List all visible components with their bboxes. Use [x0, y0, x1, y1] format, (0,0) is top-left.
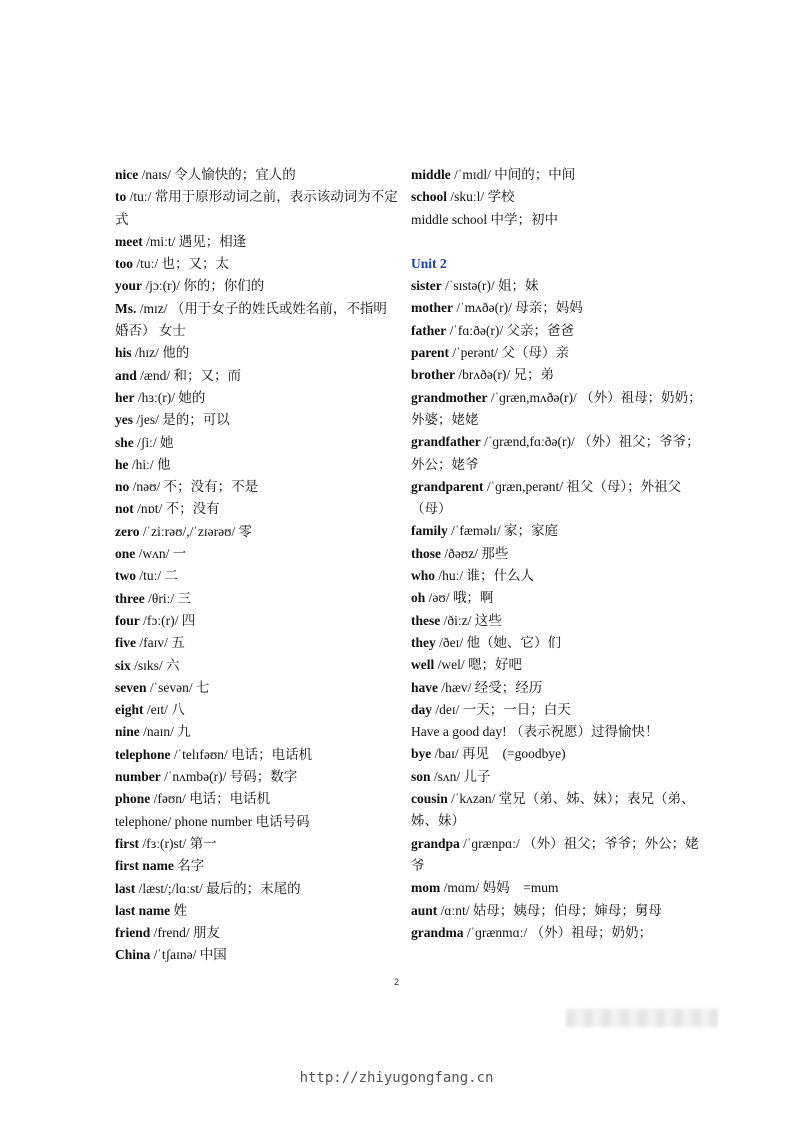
- vocab-entry: [411, 788, 711, 833]
- vocab-word: they: [411, 634, 436, 650]
- vocab-entry: [411, 743, 711, 765]
- vocab-entry: [411, 565, 711, 587]
- vocab-word: meet: [115, 233, 143, 249]
- vocab-word: yes: [115, 412, 133, 428]
- vocab-word: mother: [411, 300, 453, 316]
- vocab-word: last name: [115, 902, 171, 918]
- vocab-pronunciation: /læst/;/lɑːst/: [138, 880, 203, 896]
- vocab-meaning: 电话；电话机: [231, 746, 313, 762]
- vocab-meaning: 中国: [199, 947, 227, 963]
- vocab-entry: [411, 699, 711, 721]
- vocab-meaning: 零: [238, 523, 253, 539]
- vocab-meaning: 经受；经历: [474, 679, 543, 695]
- vocab-word: five: [115, 635, 136, 651]
- vocab-word: to: [115, 189, 127, 205]
- vocab-entry: [411, 320, 711, 342]
- vocab-pronunciation: /fɔː(r)/: [143, 612, 179, 628]
- vocab-meaning: 母亲；妈妈: [515, 300, 583, 316]
- vocab-entry: [411, 543, 711, 565]
- vocab-word: those: [411, 545, 441, 561]
- vocab-entry: [115, 164, 400, 186]
- vocab-word: friend: [115, 925, 151, 941]
- vocab-meaning: 姑母；姨母；伯母；婶母；舅母: [472, 902, 662, 918]
- vocab-meaning: （外）祖母；奶奶；外婆；姥姥: [411, 389, 702, 427]
- vocab-entry: [115, 298, 400, 343]
- vocab-word: not: [115, 501, 134, 517]
- vocab-word: grandmother: [411, 389, 488, 405]
- vocab-meaning: 六: [166, 657, 180, 673]
- vocab-word: have: [411, 679, 438, 695]
- vocab-pronunciation: /ˈkʌzən/: [451, 791, 496, 807]
- vocab-entry: [411, 610, 711, 632]
- vocab-entry: [115, 610, 400, 632]
- vocab-entry: [411, 677, 711, 699]
- vocab-entry: [115, 432, 400, 454]
- vocab-meaning: （用于女子的姓氏或姓名前，不指明婚否） 女士: [115, 300, 387, 339]
- vocab-entry: [411, 721, 711, 743]
- vocab-word: nice: [115, 167, 139, 182]
- vocab-meaning: 一: [172, 546, 187, 562]
- vocab-word: three: [115, 590, 145, 606]
- vocab-entry: [115, 721, 400, 743]
- vocab-entry: [115, 878, 400, 900]
- vocab-pronunciation: /fɜː(r)st/: [142, 835, 187, 851]
- vocab-pronunciation: /sʌn/: [433, 768, 461, 784]
- vocab-entry: [411, 364, 711, 386]
- vocab-pronunciation: /ˈɡræn,perənt/: [486, 478, 563, 494]
- vocab-pronunciation: /ˈmʌðə(r)/: [456, 300, 512, 316]
- vocab-entry: [115, 454, 400, 476]
- vocab-meaning: 家；家庭: [504, 523, 558, 539]
- vocab-meaning: 电话号码: [255, 813, 310, 829]
- vocab-word: grandfather: [411, 434, 481, 450]
- vocab-pronunciation: /sɪks/: [134, 657, 163, 673]
- vocab-pronunciation: /jes/: [136, 412, 159, 428]
- vocab-word: zero: [115, 523, 140, 539]
- vocab-word: and: [115, 367, 137, 383]
- vocab-pronunciation: /əʊ/: [428, 590, 450, 606]
- vocab-meaning: 不；没有: [165, 501, 220, 517]
- vocab-entry: [115, 900, 400, 922]
- vocab-pronunciation: /ˈfɑːðə(r)/: [449, 322, 504, 338]
- vocab-pronunciation: /ˈɡrænpɑː/: [463, 835, 520, 851]
- vocab-meaning: 第一: [189, 835, 217, 851]
- vocab-entry: [115, 521, 400, 543]
- vocab-pronunciation: /nəʊ/: [132, 479, 161, 495]
- vocab-word: Have a good day!: [411, 724, 507, 740]
- vocab-word: her: [115, 389, 135, 405]
- vocab-entry: [115, 253, 400, 275]
- vocab-word: number: [115, 769, 161, 785]
- vocab-word: four: [115, 612, 140, 628]
- vocab-entry: [115, 365, 400, 387]
- vocab-pronunciation: /ðiːz/: [443, 612, 472, 628]
- vocab-entry: [411, 297, 711, 319]
- vocab-entry: [411, 275, 711, 297]
- vocab-word: sister: [411, 278, 442, 294]
- vocab-word: she: [115, 434, 134, 450]
- vocab-pronunciation: /ˈnʌmbə(r)/: [164, 769, 227, 785]
- vocab-word: these: [411, 612, 441, 628]
- vocab-meaning: 妈妈 =mum: [482, 880, 559, 896]
- vocab-meaning: （外）祖父；爷爷；外公；姥爷: [411, 434, 700, 472]
- vocab-entry: [115, 855, 400, 877]
- vocab-pronunciation: /hɪz/: [134, 345, 159, 361]
- vocab-pronunciation: /ˈmɪdl/: [454, 167, 491, 182]
- vocab-word: who: [411, 568, 436, 584]
- vocab-entry: [411, 922, 711, 944]
- vocab-word: family: [411, 523, 448, 539]
- vocab-word: eight: [115, 702, 144, 718]
- vocab-word: aunt: [411, 902, 438, 918]
- unit-heading: Unit 2: [411, 255, 447, 271]
- vocab-entry: [411, 520, 711, 542]
- vocab-entry: [115, 275, 400, 297]
- vocab-pronunciation: /eɪt/: [146, 702, 168, 718]
- vocab-pronunciation: /miːt/: [146, 233, 176, 249]
- vocab-pronunciation: /ˈtʃaɪnə/: [153, 947, 197, 963]
- vocab-meaning: 堂兄（弟、姊、妹）；表兄（弟、姊、妹）: [411, 791, 695, 829]
- vocab-meaning: 姐；妹: [498, 278, 539, 294]
- vocab-word: son: [411, 768, 431, 784]
- vocab-entry: [411, 877, 711, 899]
- vocab-meaning: 父（母）亲: [501, 345, 569, 361]
- vocab-pronunciation: /skuːl/: [450, 189, 485, 205]
- vocab-entry: [115, 766, 400, 788]
- vocab-meaning: 五: [171, 635, 185, 651]
- vocab-pronunciation: /ðəʊz/: [444, 545, 479, 561]
- vocab-pronunciation: /naɪn/: [143, 724, 174, 740]
- vocab-word: no: [115, 479, 130, 495]
- vocab-pronunciation: /brʌðə(r)/: [458, 367, 511, 383]
- vocab-pronunciation: /tuː/: [139, 568, 162, 584]
- vocab-meaning: 祖父（母）；外祖父（母）: [411, 478, 682, 517]
- vocab-pronunciation: /jɔː(r)/: [145, 278, 180, 294]
- vocab-pronunciation: /hɜː(r)/: [137, 389, 176, 405]
- vocab-entry: [411, 342, 711, 364]
- vocab-meaning: 也；又；太: [161, 256, 230, 272]
- vocab-meaning: 九: [177, 724, 191, 740]
- vocab-entry: [411, 164, 711, 186]
- vocab-pronunciation: /mɑm/: [443, 880, 480, 896]
- vocab-meaning: 朋友: [193, 925, 220, 941]
- vocab-meaning: 你的；你们的: [183, 278, 265, 294]
- vocab-entry: [115, 632, 400, 654]
- vocab-entry: [115, 543, 400, 565]
- vocab-word: brother: [411, 367, 455, 383]
- vocab-word: nine: [115, 724, 140, 740]
- vocab-entry: [115, 699, 400, 721]
- vocab-meaning: 不；没有；不是: [163, 479, 259, 495]
- vocab-entry: [115, 788, 400, 810]
- vocab-entry: [411, 476, 711, 521]
- vocab-entry: [115, 476, 400, 498]
- vocab-meaning: 遇见；相逢: [178, 233, 247, 249]
- vocab-pronunciation: /ʃiː/: [137, 434, 157, 450]
- vocab-meaning: 哦；啊: [452, 590, 494, 606]
- vocab-word: father: [411, 322, 447, 338]
- vocab-pronunciation: /ˈsɪstə(r)/: [445, 278, 495, 294]
- vocab-meaning: 令人愉快的；宜人的: [174, 167, 296, 182]
- vocab-entry: [411, 209, 711, 231]
- vocab-pronunciation: /ˈtelɪfəʊn/: [173, 746, 228, 762]
- vocab-pronunciation: /faɪv/: [139, 635, 168, 651]
- vocab-entry: [115, 655, 400, 677]
- vocab-word: school: [411, 189, 448, 205]
- vocab-entry: [115, 944, 400, 966]
- vocab-meaning: 父亲；爸爸: [506, 322, 575, 338]
- vocab-entry: [411, 431, 711, 476]
- vocab-word: too: [115, 256, 133, 272]
- left-column: [115, 164, 400, 967]
- vocab-meaning: 嗯；好吧: [468, 657, 522, 673]
- vocab-meaning: 八: [171, 702, 185, 718]
- right-column: [411, 164, 711, 944]
- vocab-meaning: 中间的；中间: [494, 167, 576, 182]
- vocab-meaning: 那些: [481, 545, 509, 561]
- vocab-pronunciation: /wel/: [437, 657, 465, 673]
- vocab-word: last: [115, 880, 136, 896]
- vocab-pronunciation: /tuː/: [129, 189, 152, 205]
- vocab-pronunciation: /ɑːnt/: [440, 902, 470, 918]
- vocab-pronunciation: /ˈsevən/: [149, 679, 193, 695]
- vocab-meaning: 电话；电话机: [189, 791, 271, 807]
- right-column-top-entries: [411, 164, 711, 231]
- vocab-pronunciation: /ˈɡræn,mʌðə(r)/: [490, 389, 577, 405]
- vocab-meaning: 号码；数字: [229, 769, 298, 785]
- vocab-meaning: 再见 (=goodbye): [462, 746, 566, 762]
- vocab-meaning: 学校: [487, 189, 515, 205]
- vocab-pronunciation: /ˈziːrəʊ/,/ˈzɪərəʊ/: [142, 523, 236, 539]
- vocab-entry: [115, 588, 400, 610]
- vocab-pronunciation: /hiː/: [131, 456, 154, 472]
- vocab-entry: [115, 186, 400, 231]
- vocab-word: Ms.: [115, 300, 137, 316]
- vocab-meaning: 三: [177, 590, 191, 606]
- vocab-entry: [115, 387, 400, 409]
- vocab-pronunciation: /θriː/: [148, 590, 175, 606]
- vocab-entry: [115, 498, 400, 520]
- vocab-pronunciation: /baɪ/: [434, 746, 459, 762]
- vocab-meaning: 他的: [162, 345, 190, 361]
- vocab-word: seven: [115, 679, 147, 695]
- vocab-meaning: 和；又；而: [173, 367, 242, 383]
- vocab-meaning: 她: [160, 434, 174, 450]
- vocab-entry: [411, 387, 711, 432]
- vocab-word: grandparent: [411, 478, 484, 494]
- vocab-word: oh: [411, 590, 426, 606]
- vocab-meaning: （表示祝愿）过得愉快！: [509, 724, 659, 740]
- vocab-pronunciation: /hæv/: [441, 679, 472, 695]
- vocab-entry: [115, 342, 400, 364]
- vocab-meaning: 中学；初中: [490, 211, 558, 227]
- vocab-meaning: 四: [181, 612, 196, 628]
- vocab-entry: [115, 811, 400, 833]
- vocab-word: two: [115, 568, 136, 584]
- vocab-word: cousin: [411, 791, 448, 807]
- vocab-pronunciation: /huː/: [438, 568, 464, 584]
- vocab-word: six: [115, 657, 131, 673]
- footer-url: http://zhiyugongfang.cn: [299, 1070, 494, 1086]
- vocab-pronunciation: /mɪz/: [139, 300, 168, 316]
- vocab-word: first: [115, 835, 139, 851]
- vocab-pronunciation: /ˈɡrænmɑː/: [466, 924, 528, 940]
- vocab-meaning: 名字: [177, 858, 205, 874]
- vocab-meaning: 儿子: [463, 768, 491, 784]
- vocab-word: grandma: [411, 924, 464, 940]
- vocab-meaning: 一天；一日；白天: [462, 701, 571, 717]
- blurred-watermark: [566, 1009, 718, 1027]
- vocab-word: telephone: [115, 746, 171, 762]
- vocab-entry: [411, 654, 711, 676]
- vocab-meaning: 他（她、它）们: [466, 634, 561, 650]
- vocab-pronunciation: /fəʊn/: [153, 791, 186, 807]
- vocab-word: bye: [411, 746, 432, 762]
- vocab-word: well: [411, 657, 435, 673]
- vocab-pronunciation: /wʌn/: [138, 546, 170, 562]
- vocab-entry: [411, 833, 711, 878]
- vocab-word: your: [115, 278, 142, 294]
- vocab-meaning: 姓: [173, 902, 187, 918]
- vocab-meaning: 谁；什么人: [466, 568, 535, 584]
- vocab-word: middle: [411, 167, 451, 182]
- vocab-meaning: 最后的；末尾的: [206, 880, 301, 896]
- vocab-pronunciation: /ˈfæməlɪ/: [451, 523, 501, 539]
- vocab-pronunciation: /ænd/: [140, 367, 171, 383]
- vocab-word: mom: [411, 880, 441, 896]
- right-column-unit2-entries: [411, 275, 711, 944]
- vocab-meaning: 她的: [178, 389, 206, 405]
- vocab-word: grandpa: [411, 835, 460, 851]
- vocab-entry: [115, 922, 400, 944]
- vocab-entry: [411, 587, 711, 609]
- section-gap: [411, 231, 711, 253]
- vocab-entry: [115, 565, 400, 587]
- vocab-entry: [115, 677, 400, 699]
- vocab-meaning: （外）祖母；奶奶；: [530, 924, 653, 940]
- vocab-pronunciation: /ˈɡrænd,fɑːðə(r)/: [484, 434, 575, 450]
- vocab-word: phone: [115, 791, 151, 807]
- vocab-pronunciation: /ˈperənt/: [452, 345, 499, 361]
- vocab-word: parent: [411, 345, 450, 361]
- page-number: 2: [393, 977, 399, 987]
- vocab-entry: [411, 766, 711, 788]
- vocab-word: China: [115, 947, 151, 963]
- vocab-meaning: 他: [157, 456, 171, 472]
- vocab-meaning: 二: [164, 568, 179, 584]
- vocab-entry: [411, 186, 711, 208]
- vocab-pronunciation: /frend/: [153, 925, 190, 941]
- vocab-pronunciation: /tuː/: [136, 256, 159, 272]
- vocab-word: day: [411, 701, 433, 717]
- vocab-word: his: [115, 345, 132, 361]
- vocab-entry: [411, 900, 711, 922]
- vocab-word: telephone/ phone number: [115, 813, 253, 829]
- vocab-meaning: 常用于原形动词之前，表示该动词为不定式: [115, 189, 398, 227]
- vocab-word: middle school: [411, 211, 488, 227]
- vocab-pronunciation: /nɒt/: [137, 501, 163, 517]
- vocab-pronunciation: /naɪs/: [141, 167, 171, 182]
- vocab-word: first name: [115, 858, 174, 874]
- vocab-entry: [115, 409, 400, 431]
- vocab-meaning: 兄；弟: [513, 367, 554, 383]
- vocab-pronunciation: /deɪ/: [435, 701, 460, 717]
- vocab-meaning: 这些: [474, 612, 502, 628]
- vocab-entry: [115, 231, 400, 253]
- vocab-word: he: [115, 456, 129, 472]
- vocab-entry: [115, 744, 400, 766]
- vocab-word: one: [115, 546, 136, 562]
- vocab-meaning: 是的；可以: [162, 412, 230, 428]
- vocab-entry: [115, 833, 400, 855]
- vocab-meaning: 七: [196, 679, 210, 695]
- vocab-entry: [411, 632, 711, 654]
- vocab-meaning: （外）祖父；爷爷；外公；姥爷: [411, 835, 699, 873]
- vocab-pronunciation: /ðeɪ/: [439, 634, 464, 650]
